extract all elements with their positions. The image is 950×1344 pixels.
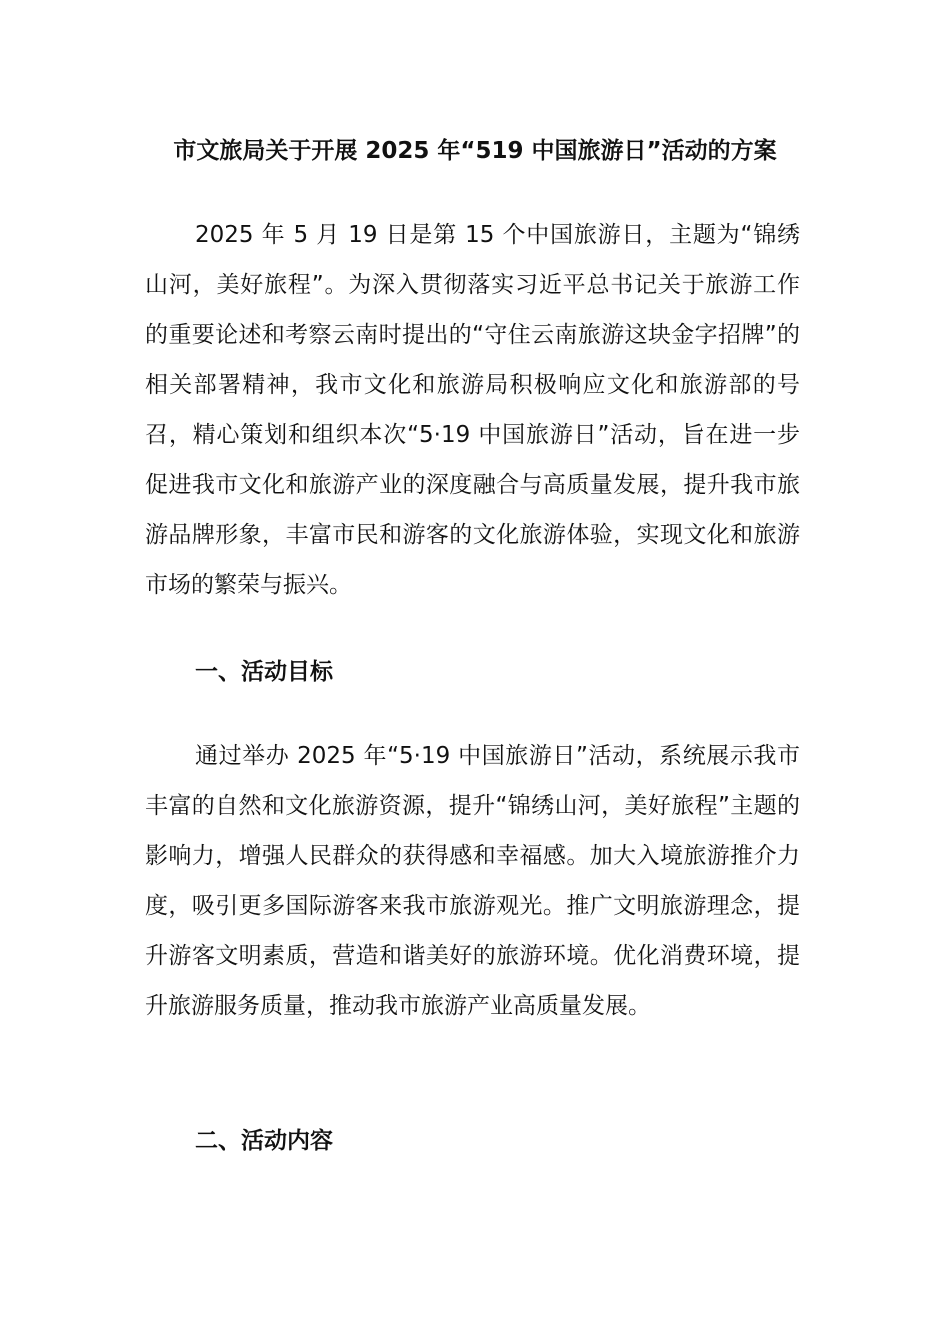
goals-paragraph: 通过举办 2025 年“5·19 中国旅游日”活动，系统展示我市丰富的自然和文化旅游资源，提升“锦绣山河，美好旅程”主题的影响力，增强人民群众的获得感和幸福感。加大入境旅游推介力度，吸引更多国际游客来我市旅游观光。推广文明旅游理念，提升游客文明素质，营造和谐美好的旅游环境。优化消费环境，提升旅游服务质量，推动我市旅游产业高质量发展。 [145,743,800,1019]
section-heading-goals: 一、活动目标 [195,659,333,685]
document-title: 市文旅局关于开展 2025 年“519 中国旅游日”活动的方案 [173,138,777,164]
intro-paragraph: 2025 年 5 月 19 日是第 15 个中国旅游日，主题为“锦绣山河，美好旅程”。为深入贯彻落实习近平总书记关于旅游工作的重要论述和考察云南时提出的“守住云南旅游这块金字招牌”的相关部署精神，我市文化和旅游局积极响应文化和旅游部的号召，精心策划和组织本次“5·19 中国旅游日”活动，旨在进一步促进我市文化和旅游产业的深度融合与高质量发展，提升我市旅游品牌形象，丰富市民和游客的文化旅游体验，实现文化和旅游市场的繁荣与振兴。 [145,222,800,598]
section-heading-content: 二、活动内容 [195,1128,333,1154]
